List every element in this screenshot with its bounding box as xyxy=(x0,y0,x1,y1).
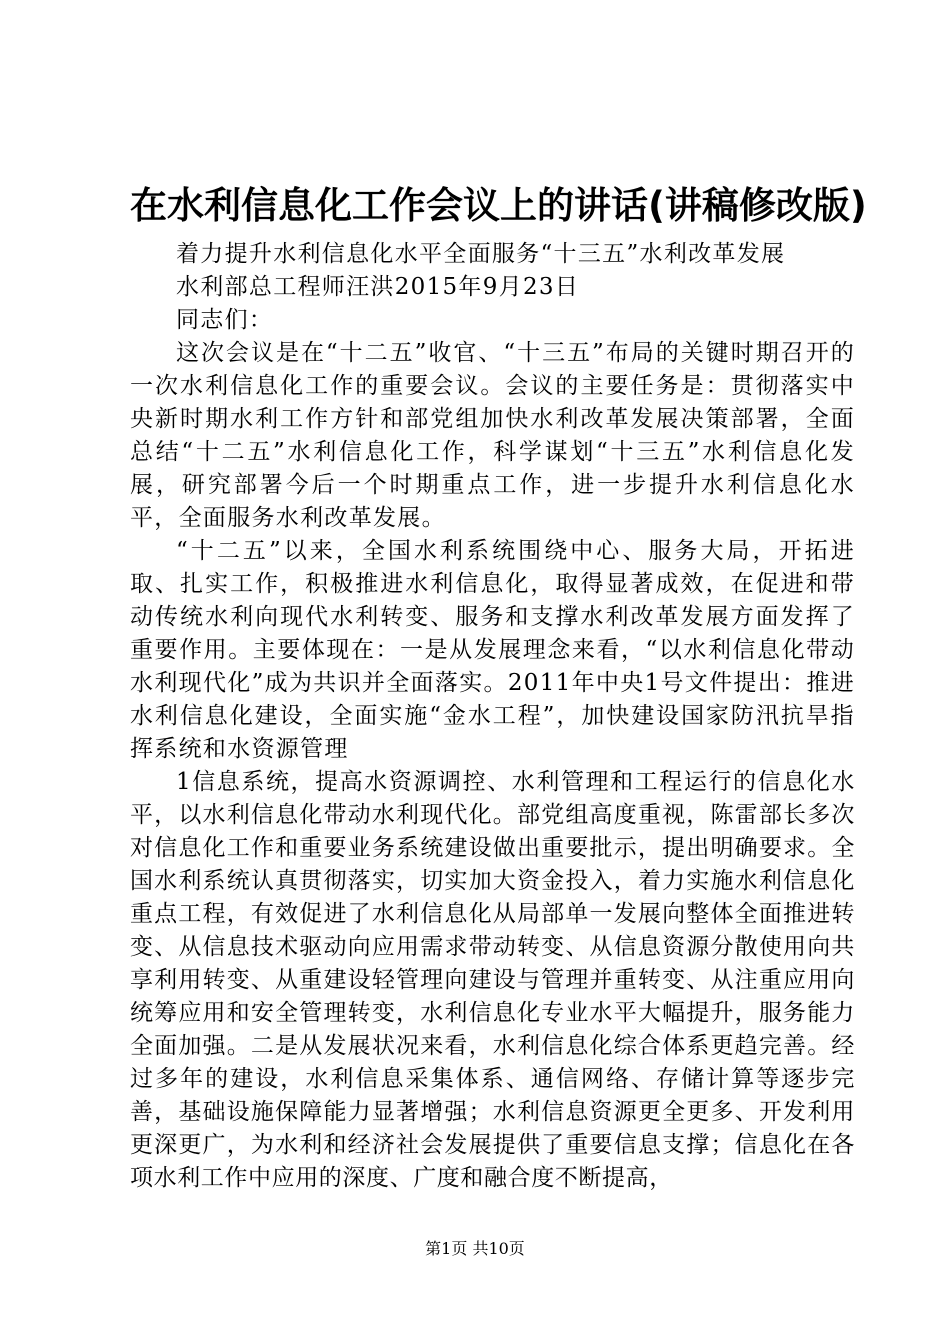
body-paragraph: 1信息系统，提高水资源调控、水利管理和工程运行的信息化水平，以水利信息化带动水利现代化。部党组高度重视，陈雷部长多次对信息化工作和重要业务系统建设做出重要批示，提出明确要求。全国水利系统认真贯彻落实，切实加大资金投入，着力实施水利信息化重点工程，有效促进了水利信息化从局部单一发展向整体全面推进转变、从信息技术驱动向应用需求带动转变、从信息资源分散使用向共享利用转变、从重建设轻管理向建设与管理并重转变、从注重应用向统筹应用和安全管理转变，水利信息化专业水平大幅提升，服务能力全面加强。二是从发展状况来看，水利信息化综合体系更趋完善。经过多年的建设，水利信息采集体系、通信网络、存储计算等逐步完善，基础设施保障能力显著增强；水利信息资源更全更多、开发利用更深更广，为水利和经济社会发展提供了重要信息支撑；信息化在各项水利工作中应用的深度、广度和融合度不断提高， xyxy=(130,769,855,1191)
body-paragraph: “十二五”以来，全国水利系统围绕中心、服务大局，开拓进取、扎实工作，积极推进水利信息化，取得显著成效，在促进和带动传统水利向现代水利转变、服务和支撑水利改革发展方面发挥了重要作用。主要体现在：一是从发展理念来看，“以水利信息化带动水利现代化”成为共识并全面落实。2011年中央1号文件提出：推进水利信息化建设，全面实施“金水工程”，加快建设国家防汛抗旱指挥系统和水资源管理 xyxy=(130,538,855,762)
salutation: 同志们： xyxy=(176,307,274,333)
body-paragraph: 这次会议是在“十二五”收官、“十三五”布局的关键时期召开的一次水利信息化工作的重要会议。会议的主要任务是：贯彻落实中央新时期水利工作方针和部党组加快水利改革发展决策部署，全面总结“十二五”水利信息化工作，科学谋划“十三五”水利信息化发展，研究部署今后一个时期重点工作，进一步提升水利信息化水平，全面服务水利改革发展。 xyxy=(130,340,855,531)
author-date-line: 水利部总工程师汪洪2015年9月23日 xyxy=(176,274,580,300)
page-number-footer: 第1页 共10页 xyxy=(425,1239,525,1258)
document-title: 在水利信息化工作会议上的讲话(讲稿修改版) xyxy=(130,184,867,227)
document-page xyxy=(130,180,867,1195)
subtitle-paragraph: 着力提升水利信息化水平全面服务“十三五”水利改革发展 xyxy=(176,241,786,267)
